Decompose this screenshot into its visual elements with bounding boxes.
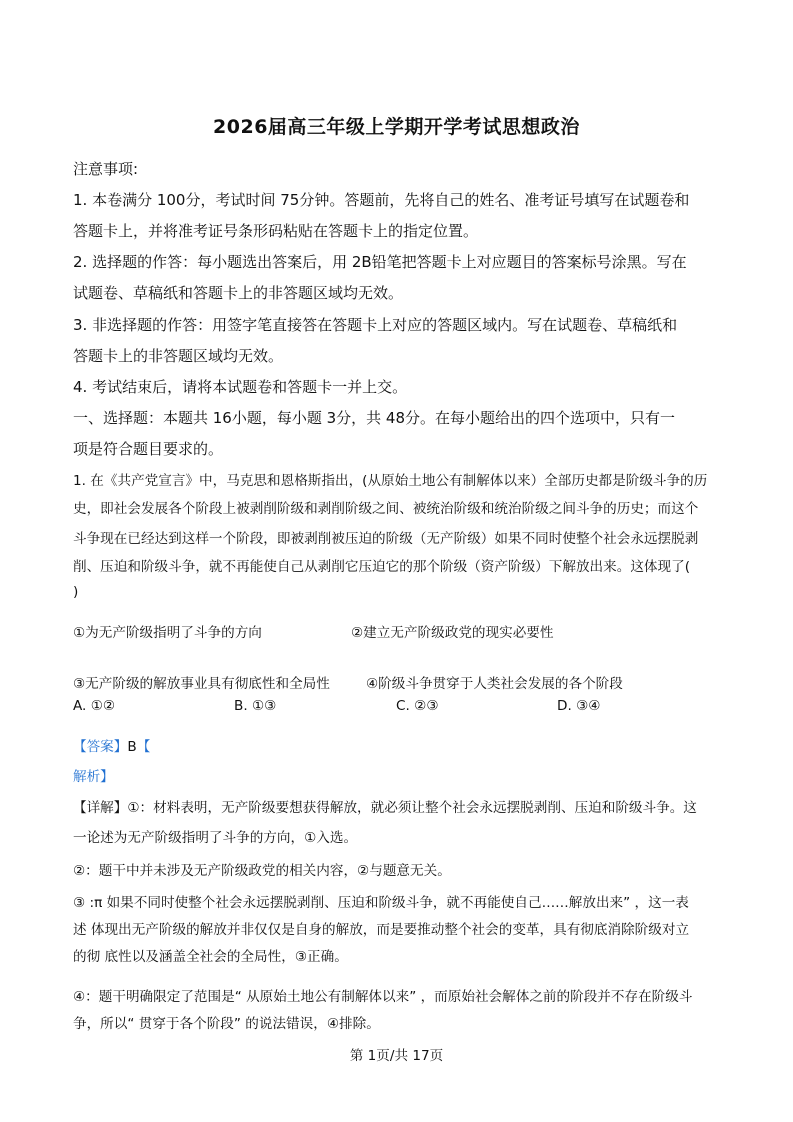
notice-line: 答题卡上的非答题区域均无效。 [73, 347, 284, 365]
analysis-bracket: 【 [136, 739, 151, 755]
detail-line: 【详解】①：材料表明，无产阶级要想获得解放，就必须让整个社会永远摆脱剥削、压迫和阶级斗争。这 [73, 800, 697, 816]
answer-value: B [127, 739, 137, 755]
analysis-label: 解析】 [73, 769, 114, 785]
question-stem-line: 削、压迫和阶级斗争，就不再能使自己从剥削它压迫它的那个阶级（资产阶级）下解放出来。这体现了( [73, 559, 691, 575]
detail-line: ④：题干明确限定了范围是“ 从原始土地公有制解体以来” ，而原始社会解体之前的阶段并不存在阶级斗 [73, 989, 693, 1005]
notice-line: 4. 考试结束后，请将本试题卷和答题卡一并上交。 [73, 378, 408, 396]
question-stem-line: 史，即社会发展各个阶段上被剥削阶级和剥削阶级之间、被统治阶级和统治阶级之间斗争的历史；而这个 [73, 501, 699, 517]
answer-line [73, 735, 150, 755]
question-stem-line: 1. 在《共产党宣言》中，马克思和恩格斯指出，(从原始土地公有制解体以来）全部历史都是阶级斗争的历 [73, 473, 708, 489]
option-c: C. ②③ [396, 698, 439, 714]
notice-line: 3. 非选择题的作答：用签字笔直接答在答题卡上对应的答题区域内。写在试题卷、草稿纸和 [73, 316, 678, 334]
page-footer: 第 1页/共 17页 [349, 1048, 444, 1064]
notice-line: 试题卷、草稿纸和答题卡上的非答题区域均无效。 [73, 284, 404, 302]
detail-line: 一论述为无产阶级指明了斗争的方向，①入选。 [73, 830, 358, 846]
detail-line: ③ :π 如果不同时使整个社会永远摆脱剥削、压迫和阶级斗争，就不再能使自己……解放出来” ，这一表 [73, 895, 689, 911]
statement-4: ④阶级斗争贯穿于人类社会发展的各个阶段 [366, 676, 623, 692]
notice-line: 1. 本卷满分 100分，考试时间 75分钟。答题前，先将自己的姓名、准考证号填写在试题卷和 [73, 191, 690, 209]
option-d: D. ③④ [557, 698, 601, 714]
detail-line: 述 体现出无产阶级的解放并非仅仅是自身的解放，而是要推动整个社会的变革，具有彻底消除阶级对立 [73, 922, 690, 938]
section-heading: 一、选择题：本题共 16小题，每小题 3分，共 48分。在每小题给出的四个选项中，只有一 [73, 409, 676, 427]
option-a: A. ①② [73, 698, 116, 714]
section-heading: 项是符合题目要求的。 [73, 440, 224, 458]
question-stem-line: ) [73, 584, 79, 600]
statement-1: ①为无产阶级指明了斗争的方向 [73, 625, 262, 641]
statement-2: ②建立无产阶级政党的现实必要性 [351, 625, 554, 641]
option-b: B. ①③ [234, 698, 277, 714]
notice-heading: 注意事项: [73, 160, 139, 178]
answer-label: 【答案】 [73, 739, 128, 755]
statement-3: ③无产阶级的解放事业具有彻底性和全局性 [73, 676, 330, 692]
notice-line: 答题卡上，并将准考证号条形码粘贴在答题卡上的指定位置。 [73, 222, 479, 240]
detail-line: 争，所以“ 贯穿于各个阶段” 的说法错误，④排除。 [73, 1016, 380, 1032]
page-title: 2026届高三年级上学期开学考试思想政治 [213, 116, 580, 138]
detail-line: 的彻 底性以及涵盖全社会的全局性，③正确。 [73, 949, 348, 965]
notice-line: 2. 选择题的作答：每小题选出答案后，用 2B铅笔把答题卡上对应题目的答案标号涂黑。写在 [73, 253, 687, 271]
question-stem-line: 斗争现在已经达到这样一个阶段，即被剥削被压迫的阶级（无产阶级）如果不同时使整个社会永远摆脱剥 [73, 531, 699, 547]
detail-line: ②：题干中并未涉及无产阶级政党的相关内容，②与题意无关。 [73, 863, 451, 879]
